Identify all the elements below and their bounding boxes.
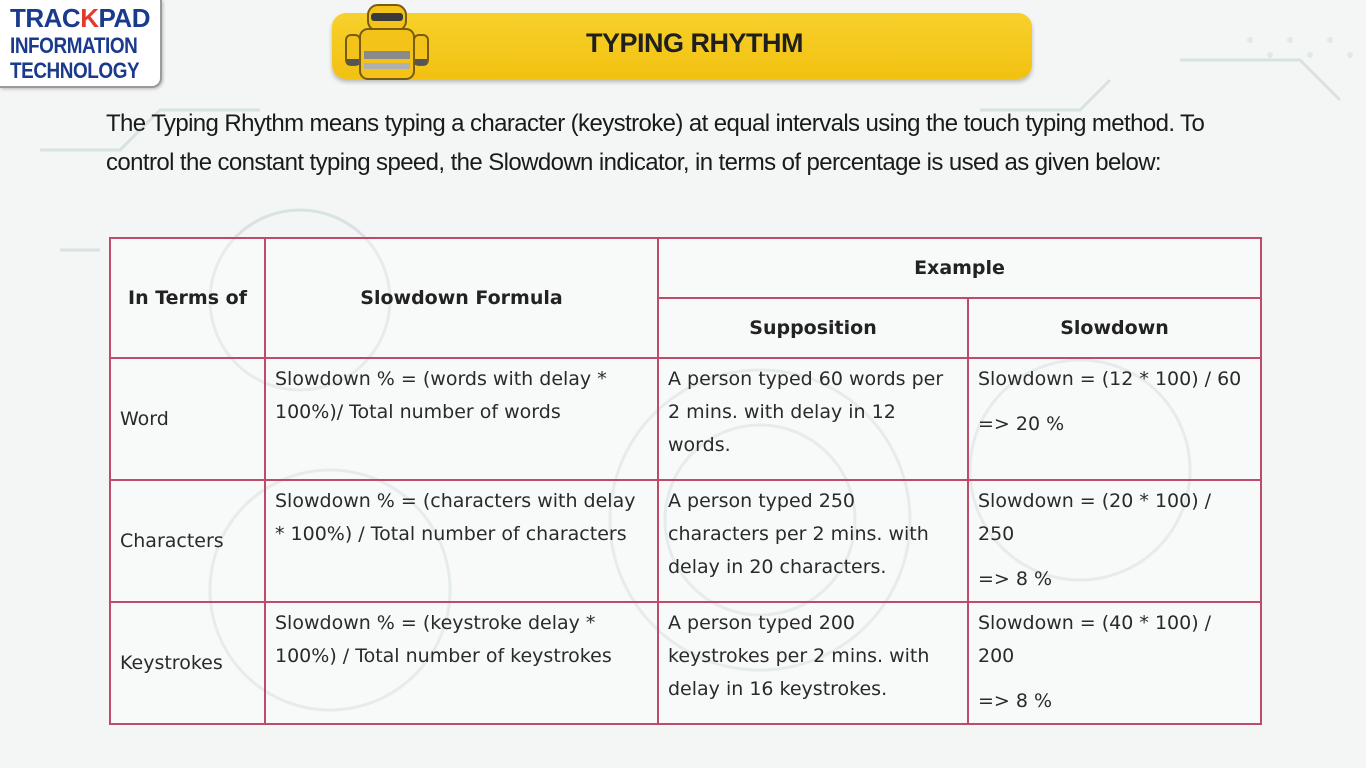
header-supposition: Supposition xyxy=(658,298,968,358)
table-row xyxy=(110,602,1261,724)
logo-trac: TRAC xyxy=(10,3,81,33)
page-title: TYPING RHYTHM xyxy=(586,28,804,58)
slowdown-calculation: Slowdown = (20 * 100) / 250 xyxy=(978,490,1212,545)
intro-paragraph: The Typing Rhythm means typing a character (keystroke) at equal intervals using the touch typing method. To control the constant typing speed, the Slowdown indicator, in terms of percentage is used as given below: xyxy=(106,110,1205,176)
slowdown-table xyxy=(109,237,1262,725)
row-term: Characters xyxy=(110,480,265,602)
row-slowdown xyxy=(968,480,1261,602)
row-term: Keystrokes xyxy=(110,602,265,724)
row-supposition: A person typed 200 keystrokes per 2 mins. with delay in 16 keystrokes. xyxy=(658,602,968,724)
row-term: Word xyxy=(110,358,265,480)
header-example: Example xyxy=(658,238,1261,298)
logo-k: K xyxy=(80,3,99,33)
slowdown-result: => 20 % xyxy=(978,413,1065,435)
logo-line-trackpad xyxy=(10,3,150,34)
row-formula: Slowdown % = (characters with delay * 100%) / Total number of characters xyxy=(265,480,658,602)
slowdown-calculation: Slowdown = (12 * 100) / 60 xyxy=(978,368,1242,390)
row-slowdown xyxy=(968,358,1261,480)
header-in-terms-of: In Terms of xyxy=(110,238,265,358)
slowdown-result: => 8 % xyxy=(978,690,1053,712)
header-slowdown-formula: Slowdown Formula xyxy=(265,238,658,358)
row-formula: Slowdown % = (keystroke delay * 100%) / Total number of keystrokes xyxy=(265,602,658,724)
header-slowdown: Slowdown xyxy=(968,298,1261,358)
table-row xyxy=(110,480,1261,602)
row-formula: Slowdown % = (words with delay * 100%)/ Total number of words xyxy=(265,358,658,480)
slowdown-result: => 8 % xyxy=(978,568,1053,590)
row-supposition: A person typed 250 characters per 2 mins. with delay in 20 characters. xyxy=(658,480,968,602)
row-slowdown xyxy=(968,602,1261,724)
title-banner xyxy=(332,13,1032,79)
logo-line-information: INFORMATION xyxy=(10,33,138,58)
row-supposition: A person typed 60 words per 2 mins. with delay in 12 words. xyxy=(658,358,968,480)
slowdown-calculation: Slowdown = (40 * 100) / 200 xyxy=(978,612,1212,667)
logo-pad: PAD xyxy=(98,3,150,33)
trackpad-logo xyxy=(0,0,162,88)
robot-icon xyxy=(338,1,434,91)
logo-line-technology: TECHNOLOGY xyxy=(10,58,140,83)
table-row xyxy=(110,358,1261,480)
